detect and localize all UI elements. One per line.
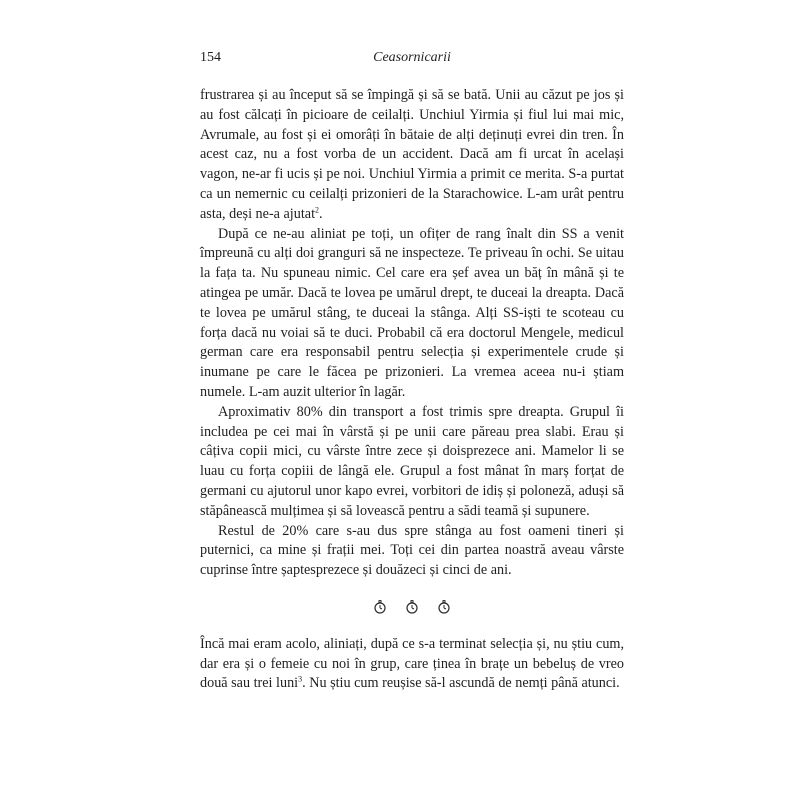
paragraph-2: După ce ne-au aliniat pe toți, un ofițer de rang înalt din SS a venit împreună cu alți doi granguri să ne inspecteze. Te priveau în ochi. Se uitau la fața ta. Nu spuneau nimic. Cel care era șef avea un băț în mână și te atingea pe umăr. Dacă te lovea pe umărul drept, te duceai la dreapta. Dacă te lovea pe umărul stâng, te duceai la stânga. Alți SS-iști te scoteau cu forța dacă nu voiai să te duci. Probabil că era doctorul Mengele, medicul german care era responsabil pentru selecția și experimentele crude și inumane pe care le făcea pe prizonieri. La vremea aceea nu-i știam numele. L-am auzit ulterior în lagăr. (200, 225, 624, 400)
footnote-marker-2[interactable]: 2 (315, 205, 320, 215)
running-title: Ceasornicarii (373, 50, 451, 65)
footnote-marker-3[interactable]: 3 (298, 674, 303, 684)
paragraph-1 (200, 86, 624, 225)
section-separator (200, 598, 624, 618)
pocket-watch-icon (437, 600, 451, 614)
paragraph-1-tail: . (319, 205, 323, 222)
paragraph-after-separator-text: Încă mai eram acolo, aliniați, după ce s-a terminat selecția și, nu știu cum, dar era și o femeie cu noi în grup, care ținea în brațe un bebeluș de vreo două sau trei luni (200, 635, 624, 692)
paragraph-1-text: frustrarea și au început să se împingă și să se bată. Unii au căzut pe jos și au fost călcați în picioare de ceilalți. Unchiul Yirmia și fiul lui mai mic, Avrumale, au fost și ei omorâți în bătaie de alți deținuți evrei din tren. În acest caz, nu a fost vorba de un accident. Dacă am fi urcat în același vagon, ne-ar fi ucis și pe noi. Unchiul Yirmia a primit ce merita. S-a purtat ca un nemernic cu ceilalți prizonieri de la Starachowice. L-am urât pentru asta, deși ne-a ajutat (200, 87, 624, 222)
paragraph-3: Aproximativ 80% din transport a fost trimis spre dreapta. Grupul îi includea pe cei mai în vârstă și pe unii care păreau prea slabi. Erau și câțiva copii mici, cu vârste între zece și doisprezece ani. Mamelor li se luau cu forța copiii de lângă ele. Grupul a fost mânat în marș forțat de germani cu ajutorul unor kapo evrei, vorbitori de idiș și poloneză, aduși să stăpânească mulțimea și să lovească pentru a sădi teamă și supunere. (200, 403, 624, 519)
page-number: 154 (200, 50, 221, 65)
paragraph-4: Restul de 20% care s-au dus spre stânga au fost oameni tineri și puternici, ca mine și frații mei. Toți cei din partea noastră aveau vârste cuprinse între șaptesprezece și douăzeci și cinci de ani. (200, 522, 624, 579)
pocket-watch-icon (405, 600, 419, 614)
paragraph-after-separator-tail: . Nu știu cum reușise să-l ascundă de nemți până atunci. (302, 675, 620, 692)
body-text (200, 86, 624, 694)
paragraph-after-separator (200, 635, 624, 694)
page-header (200, 50, 624, 74)
pocket-watch-icon (373, 600, 387, 614)
